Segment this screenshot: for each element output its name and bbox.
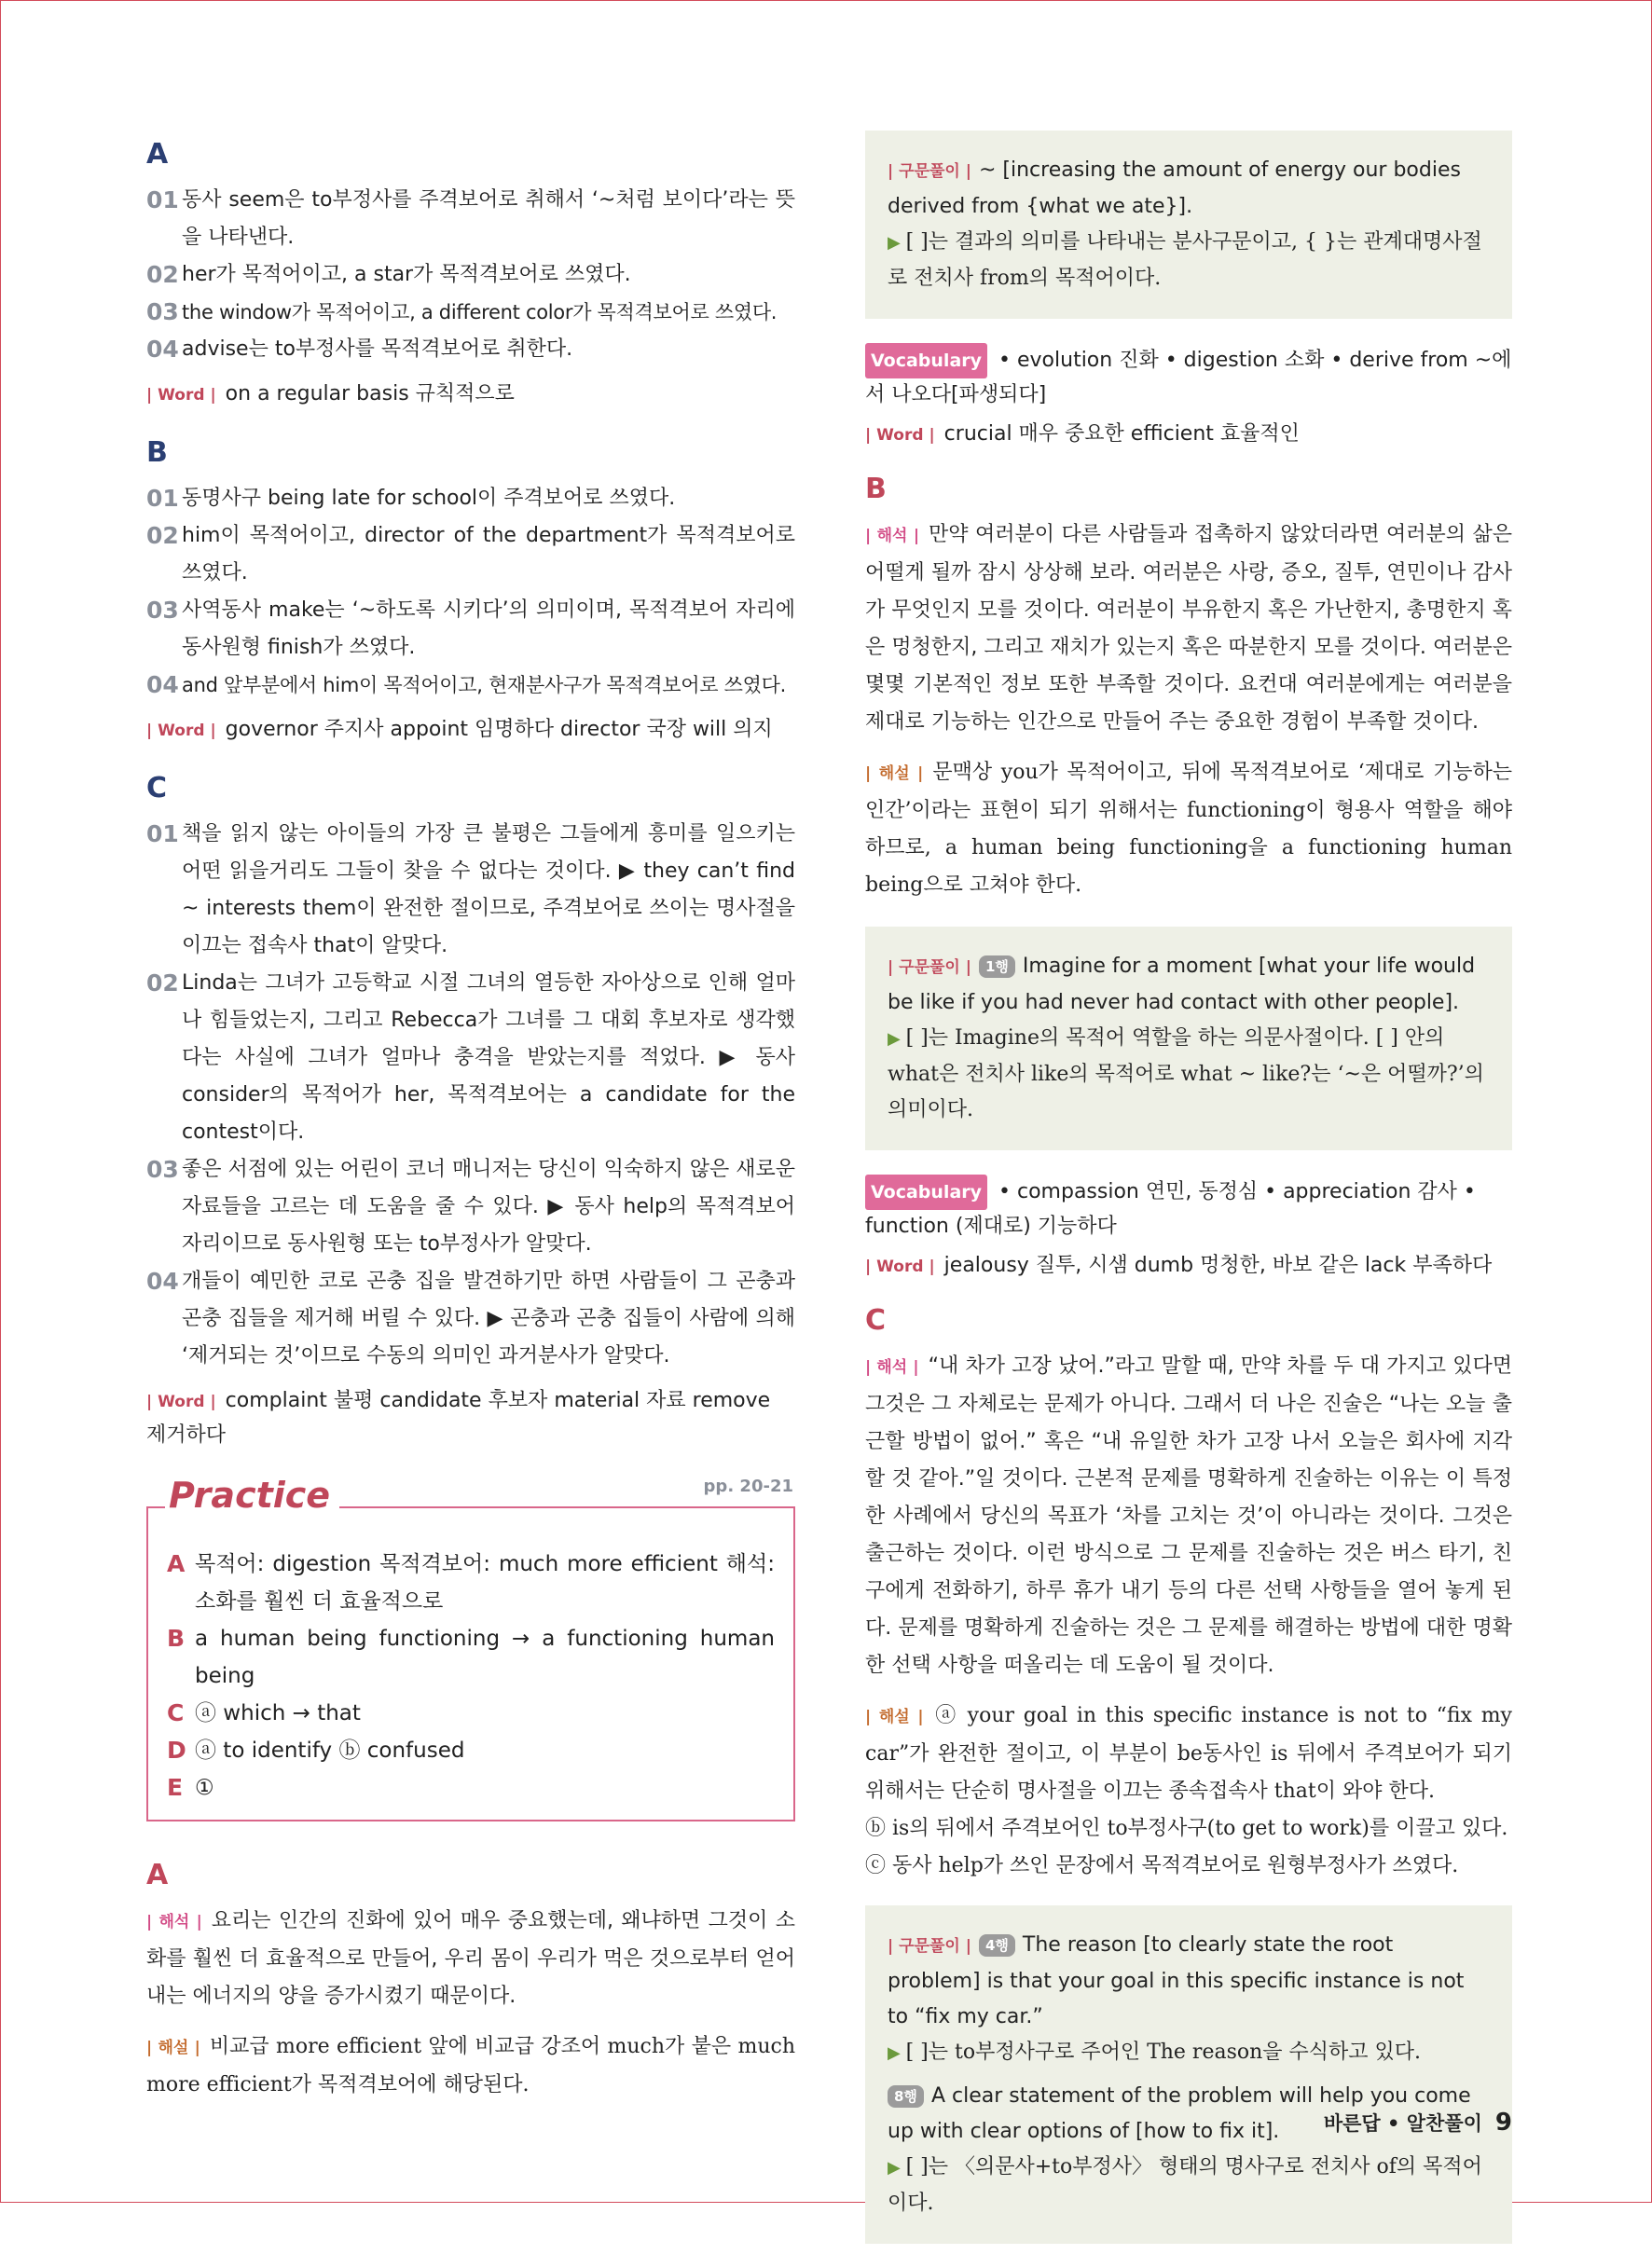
line-badge: 4행 <box>979 1934 1015 1957</box>
syntax-box: | 구문풀이 | 1행 Imagine for a moment [what your life would be like if you had never had contact with other people]. ▶ [ ]는 Imagine의 목적어 역할을 하는 의문사절이다. [ ] 안의 what은 전치사 like의 목적어로 what ~ like?는 ‘~은 어떨까?’의 의미이다. <box>865 927 1512 1150</box>
word-tag: | Word | <box>146 1393 216 1411</box>
vocabulary-tag: Vocabulary <box>865 343 987 378</box>
syntax-box: | 구문풀이 | ~ [increasing the amount of energy our bodies derived from {what we ate}]. ▶ [ ]는 결과의 의미를 나타내는 분사구문이고, { }는 관계대명사절로 전치사 from의 목적어이다. <box>865 131 1512 319</box>
section-a-list <box>146 182 795 368</box>
section-c-list <box>146 816 795 1375</box>
arrow-icon: ▶ <box>888 2158 906 2178</box>
word-note: | Word | on a regular basis 규칙적으로 <box>146 382 515 405</box>
word-note: | Word | crucial 매우 중요한 efficient 효율적인 <box>865 422 1300 446</box>
practice-box <box>146 1475 795 1821</box>
book-title: 바른답 • 알찬풀이 <box>1323 2112 1482 2135</box>
section-a-heading: A <box>146 138 169 171</box>
list-item: 03 the window가 목적어이고, a different color가 목적격보어로 쓰였다. <box>146 298 778 325</box>
list-item: 02 him이 목적어이고, director of the department가 목적격보어로 쓰였다. <box>146 522 795 584</box>
practice-item: E ① <box>167 1774 214 1801</box>
word-note: | Word | complaint 불평 candidate 후보자 material 자료 remove 제거하다 <box>146 1389 771 1447</box>
practice-title: Practice <box>165 1475 339 1516</box>
line-badge: 8행 <box>888 2085 924 2108</box>
word-tag: | Word | <box>146 722 216 740</box>
translation-paragraph: | 해석 | “내 차가 고장 났어.”라고 말할 때, 만약 차를 두 대 가지고 있다면 그것은 그 자체로는 문제가 아니다. 그래서 더 나은 진술은 “나는 오늘 출근할 방법이 없어.” 혹은 “내 유일한 차가 고장 나서 오늘은 회사에 지각할 것 같아.”일 것이다. 근본적 문제를 명확하게 진술하는 이유는 이 특정한 사례에서 당신의 목표가 ‘차를 고치는 것’이 아니라는 것이다. 그것은 출근하는 것이다. 이런 방식으로 그 문제를 진술하는 것은 버스 타기, 친구에게 전화하기, 하루 휴가 내기 등의 다른 선택 사항들을 열어 놓게 된다. 문제를 명확하게 진술하는 것은 그 문제를 해결하는 방법에 대한 명확한 선택 사항을 떠올리는 데 도움이 될 것이다. <box>865 1354 1512 1677</box>
list-item: 01 책을 읽지 않는 아이들의 가장 큰 불평은 그들에게 흥미를 일으키는 어떤 읽을거리도 그들이 찾을 수 없다는 것이다. ▶ they can’t find ~ interests them이 완전한 절이므로, 주격보어로 쓰이는 명사절을 이끄는 접속사 that이 알맞다. <box>146 820 795 957</box>
section-c-heading: C <box>146 772 168 804</box>
page-footer <box>1324 2109 1512 2137</box>
list-item: 01 동명사구 being late for school이 주격보어로 쓰였다. <box>146 485 676 512</box>
explanation-paragraph: | 해설 | ⓐ your goal in this specific instance is not to “fix my car”가 완전한 절이고, 이 부분이 be동사인 is 뒤에서 주격보어가 되기 위해서는 단순히 명사절을 이끄는 종속접속사 that이 와야 한다. ⓑ is의 뒤에서 주격보어인 to부정사구(to get to work)를 이끌고 있다. ⓒ 동사 help가 쓰인 문장에서 목적격보어로 원형부정사가 쓰였다. <box>865 1704 1512 1877</box>
word-tag: | Word | <box>146 386 216 405</box>
translation-paragraph: | 해석 | 만약 여러분이 다른 사람들과 접촉하지 않았더라면 여러분의 삶은 어떨게 될까 잠시 상상해 보라. 여러분은 사랑, 증오, 질투, 연민이나 감사가 무엇인지 모를 것이다. 여러분이 부유한지 혹은 가난한지, 총명한지 혹은 멍청한지, 그리고 재치가 있는지 혹은 따분한지 모를 것이다. 여러분은 몇몇 기본적인 정보 또한 부족할 것이다. 요컨대 여러분에게는 여러분을 제대로 기능하는 인간으로 만들어 주는 중요한 경험이 부족할 것이다. <box>865 523 1512 734</box>
line-badge: 1행 <box>979 955 1015 978</box>
practice-pages: pp. 20-21 <box>696 1477 793 1496</box>
right-column <box>865 131 1512 2268</box>
word-note: | Word | jealousy 질투, 시샘 dumb 멍청한, 바보 같은 lack 부족하다 <box>865 1254 1493 1277</box>
list-item: 04 advise는 to부정사를 목적격보어로 취한다. <box>146 336 573 363</box>
word-note: | Word | governor 주지사 appoint 임명하다 director 국장 will 의지 <box>146 718 773 741</box>
translation-paragraph: | 해석 | 요리는 인간의 진화에 있어 매우 중요했는데, 왜냐하면 그것이 소화를 훨씬 더 효율적으로 만들어, 우리 몸이 우리가 먹은 것으로부터 얻어내는 에너지의 양을 증가시켰기 때문이다. <box>146 1909 795 2008</box>
list-item: 03 사역동사 make는 ‘~하도록 시키다’의 의미이며, 목적격보어 자리에 동사원형 finish가 쓰였다. <box>146 597 795 659</box>
practice-item: B a human being functioning → a functioning human being <box>167 1625 775 1688</box>
arrow-icon: ▶ <box>888 2043 906 2063</box>
explanation-paragraph: | 해설 | 비교급 more efficient 앞에 비교급 강조어 much가 붙은 much more efficient가 목적격보어에 해당된다. <box>146 2035 795 2096</box>
list-item: 03 좋은 서점에 있는 어린이 코너 매니저는 당신이 익숙하지 않은 새로운 자료들을 고르는 데 도움을 줄 수 있다. ▶ 동사 help의 목적격보어 자리이므로 동사원형 또는 to부정사가 알맞다. <box>146 1156 795 1256</box>
list-item: 04 개들이 예민한 코로 곤충 집을 발견하기만 하면 사람들이 그 곤충과 곤충 집들을 제거해 버릴 수 있다. ▶ 곤충과 곤충 집들이 사람에 의해 ‘제거되는 것’이므로 수동의 의미인 과거분사가 알맞다. <box>146 1268 795 1368</box>
vocabulary-note: Vocabulary • compassion 연민, 동정심 • appreciation 감사 • function (제대로) 기능하다 <box>865 1175 1512 1244</box>
practice-item: D ⓐ to identify ⓑ confused <box>167 1737 465 1764</box>
section-b-list <box>146 480 795 704</box>
left-column <box>146 131 795 2117</box>
list-item: 01 동사 seem은 to부정사를 주격보어로 취해서 ‘~처럼 보이다’라는 뜻을 나타낸다. <box>146 186 795 249</box>
practice-item: A 목적어: digestion 목적격보어: much more efficient 해석: 소화를 훨씬 더 효율적으로 <box>167 1550 775 1614</box>
arrow-icon: ▶ <box>888 233 906 253</box>
practice-a-heading: A <box>146 1859 169 1891</box>
page-number: 9 <box>1494 2109 1512 2137</box>
section-b-heading: B <box>865 473 887 505</box>
list-item: 02 Linda는 그녀가 고등학교 시절 그녀의 열등한 자아상으로 인해 얼마나 힘들었는지, 그리고 Rebecca가 그녀를 그 대회 후보자로 생각했다는 사실에 그녀가 얼마나 충격을 받았는지를 적었다. ▶ 동사 consider의 목적어가 her, 목적격보어는 a candidate for the contest이다. <box>146 969 795 1144</box>
syntax-box: | 구문풀이 | 4행 The reason [to clearly state the root problem] is that your goal in this specific instance is not to “fix my car.” ▶ [ ]는 to부정사구로 주어인 The reason을 수식하고 있다. 8행 A clear statement of the problem will help you come up with clear options of [how to fix it]. ▶ [ ]는 〈의문사+to부정사〉 형태의 명사구로 전치사 of의 목적어이다. <box>865 1905 1512 2244</box>
list-item: 04 and 앞부분에서 him이 목적어이고, 현재분사구가 목적격보어로 쓰였다. <box>146 671 786 698</box>
vocabulary-note: Vocabulary • evolution 진화 • digestion 소화 • derive from ~에서 나오다[파생되다] <box>865 343 1512 412</box>
practice-item: C ⓐ which → that <box>167 1699 361 1726</box>
list-item: 02 her가 목적어이고, a star가 목적격보어로 쓰였다. <box>146 261 631 288</box>
arrow-icon: ▶ <box>888 1029 906 1049</box>
section-b-heading: B <box>146 436 168 469</box>
section-c-heading: C <box>865 1304 887 1337</box>
vocabulary-tag: Vocabulary <box>865 1175 987 1210</box>
explanation-paragraph: | 해설 | 문맥상 you가 목적어이고, 뒤에 목적격보어로 ‘제대로 기능하는 인간’이라는 표현이 되기 위해서는 functioning이 형용사 역할을 해야 하므로, a human being functioning을 a functioning human being으로 고쳐야 한다. <box>865 761 1512 897</box>
